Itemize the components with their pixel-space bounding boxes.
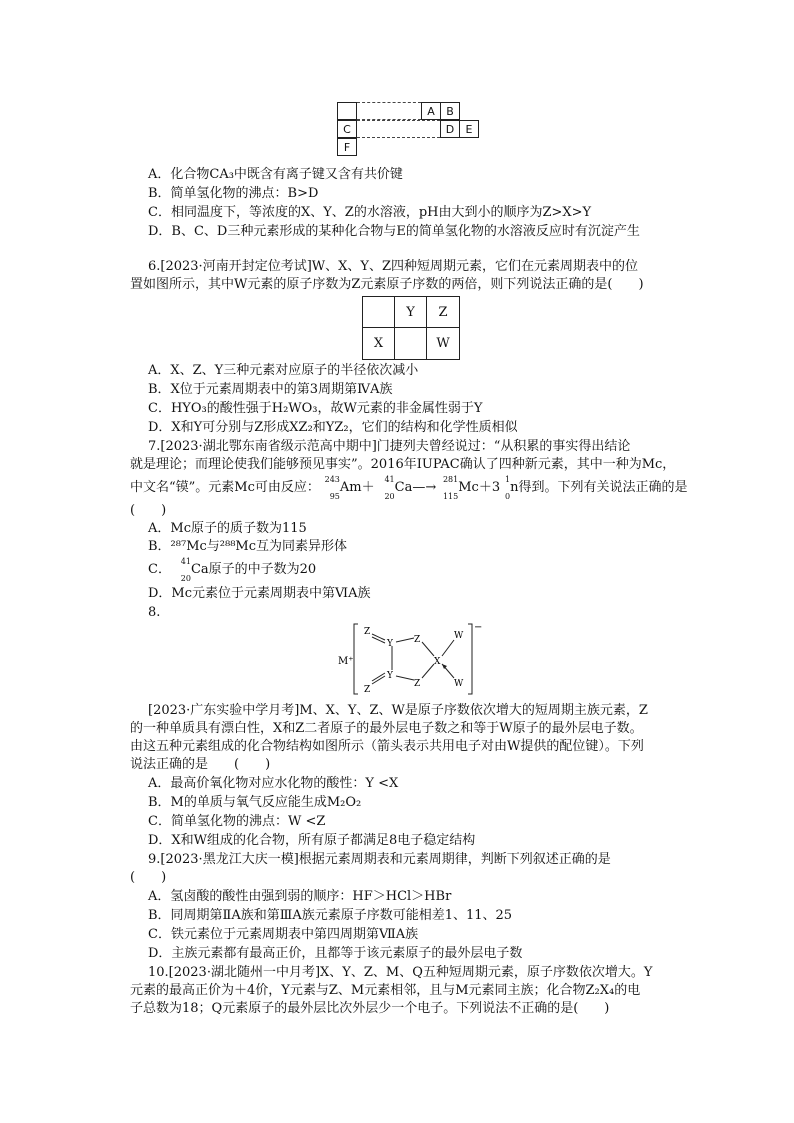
label-z4: Z [364, 685, 371, 695]
q8-option-a: A．最高价氧化物对应水化物的酸性：Y <X [148, 776, 399, 791]
nuclide-mc: 281 115 [442, 474, 459, 501]
table2-cell-z: Z [427, 297, 459, 328]
q5-option-a: A．化合物CA₃中既含有离子键又含有共价键 [148, 167, 403, 182]
q6-option-a: A．X、Z、Y三种元素对应原子的半径依次减小 [148, 363, 419, 378]
q5-option-d: D．B、C、D三种元素形成的某种化合物与E的简单氢化物的水溶液反应时有沉淀产生 [148, 224, 640, 239]
q5-option-b: B．简单氢化物的沸点：B>D [148, 186, 319, 201]
q6-option-b: B．X位于元素周期表中的第3周期第ⅣA族 [148, 382, 393, 397]
q7-option-d: D．Mc元素位于元素周期表中第ⅥA族 [148, 586, 371, 601]
periodic-table-fragment-2 [362, 296, 460, 360]
q8-option-b: B．M的单质与氧气反应能生成M₂O₂ [148, 795, 362, 810]
q10-stem-1: 10.[2023·湖北随州一中月考]X、Y、Z、M、Q五种短周期元素，原子序数依次增大。Y [148, 965, 653, 980]
table1-cell-c: C [337, 120, 357, 138]
q9-option-b: B．同周期第ⅡA族和第ⅢA族元素原子序数可能相差1、11、25 [148, 908, 513, 923]
q7-stem-1: 7.[2023·湖北鄂东南省级示范高中期中]门捷列夫曾经说过：“从积累的事实得出结论 [148, 439, 631, 454]
label-w2: W [454, 679, 464, 689]
q10-stem-3: 子总数为18；Q元素原子的最外层比次外层少一个电子。下列说法不正确的是( ) [130, 1001, 610, 1016]
table1-cell-a: A [421, 102, 441, 120]
q6-option-c: C．HYO₃的酸性强于H₂WO₃，故W元素的非金属性弱于Y [148, 401, 483, 416]
table1-cell-e: E [459, 120, 479, 138]
q6-option-d: D．X和Y可分别与Z形成XZ₂和YZ₂，它们的结构和化学性质相似 [148, 420, 518, 435]
label-z3: Z [414, 679, 421, 689]
q8-option-d: D．X和W组成的化合物，所有原子都满足8电子稳定结构 [148, 833, 476, 848]
label-y2: Y [387, 671, 393, 681]
q6-stem-1: 6.[2023·河南开封定位考试]W、X、Y、Z四种短周期元素，它们在元素周期表中的位 [148, 259, 638, 274]
nuclide-n: 1 0 [505, 474, 511, 501]
q9-option-a: A．氢卤酸的酸性由强到弱的顺序：HF＞HCl＞HBr [148, 889, 452, 904]
q9-stem-1: 9.[2023·黑龙江大庆一模]根据元素周期表和元素周期律，判断下列叙述正确的是 [148, 852, 611, 867]
q7-option-b: B．²⁸⁷Mc与²⁸⁸Mc互为同素异形体 [148, 539, 348, 554]
q7-option-a: A．Mc原子的质子数为115 [148, 521, 307, 536]
q8-stem-1: [2023·广东实验中学月考]M、X、Y、Z、W是原子序数依次增大的短周期主族元素，Z [148, 703, 648, 718]
q8-stem-3: 由这五种元素组成的化合物结构如图所示（箭头表示共用电子对由W提供的配位键）。下列 [130, 739, 644, 754]
table2-cell-y: Y [395, 297, 427, 328]
q10-stem-2: 元素的最高正价为＋4价，Y元素与Z、M元素相邻，且与M元素同主族；化合物Z₂X₄的电 [130, 983, 641, 998]
label-z2: Z [414, 635, 421, 645]
q8-number: 8. [148, 605, 161, 620]
label-charge: − [474, 622, 483, 633]
q9-option-c: C．铁元素位于元素周期表中第四周期第ⅦA族 [148, 927, 419, 942]
label-m: M⁺ [338, 656, 354, 667]
table1-cell-empty [337, 102, 357, 120]
label-x: X [434, 657, 441, 667]
q8-structure-diagram [330, 620, 500, 698]
label-y1: Y [387, 639, 393, 649]
q7-option-c: C． 41 20 Ca原子的中子数为20 [148, 556, 317, 583]
q8-option-c: C．简单氢化物的沸点：W <Z [148, 814, 326, 829]
nuclide-ca-option: 41 20 [180, 556, 191, 583]
table2-cell-x: X [363, 328, 395, 359]
q8-stem-2: 的一种单质具有漂白性，X和Z二者原子的最外层电子数之和等于W原子的最外层电子数。 [130, 721, 643, 736]
table2-cell-empty-2 [395, 328, 427, 359]
table1-cell-f: F [337, 138, 357, 156]
q6-stem-2: 置如图所示，其中W元素的原子序数为Z元素原子序数的两倍，则下列说法正确的是( ) [130, 277, 644, 292]
label-w1: W [454, 631, 464, 641]
q8-stem-4: 说法正确的是 ( ) [130, 757, 271, 772]
table1-cell-b: B [440, 102, 460, 120]
nuclide-ca: 41 20 [384, 474, 395, 501]
reaction-arrow: —→ [412, 480, 437, 495]
q5-option-c: C．相同温度下，等浓度的X、Y、Z的水溶液，pH由大到小的顺序为Z>X>Y [148, 205, 592, 220]
q9-option-d: D．主族元素都有最高正价，且都等于该元素原子的最外层电子数 [148, 946, 523, 961]
q7-stem-4: ( ) [130, 503, 167, 518]
nuclide-am: 243 95 [324, 474, 340, 501]
table2-cell-w: W [436, 336, 450, 351]
table1-cell-d: D [440, 120, 460, 138]
q7-stem-3: 中文名“镆”。元素Mc可由反应： 243 95 Am＋ 41 20 Ca—→ 281 115 Mc＋3 1 0 n得到。下列有关说法正确的是 [130, 474, 688, 501]
q9-stem-2: ( ) [130, 870, 167, 885]
table2-cell-empty [363, 297, 395, 328]
label-z1: Z [364, 627, 371, 637]
q7-stem-2: 就是理论；而理论使我们能够预见事实”。2016年IUPAC确认了四种新元素，其中一种为Mc， [130, 457, 676, 472]
